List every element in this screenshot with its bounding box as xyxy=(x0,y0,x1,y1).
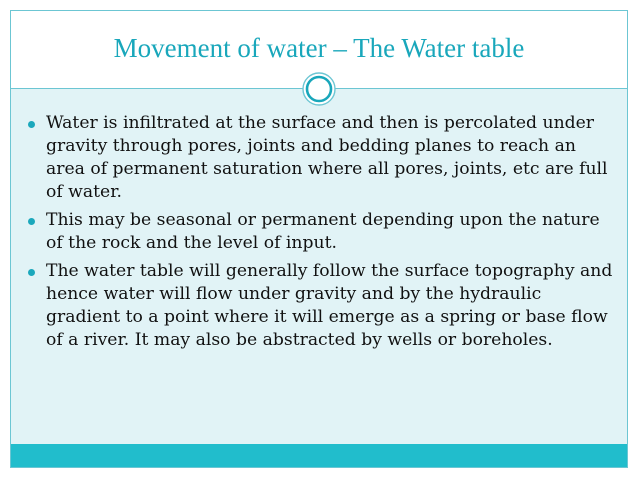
bullet-item xyxy=(28,260,613,352)
bullet-dot-icon xyxy=(28,121,35,128)
bullet-text: This may be seasonal or permanent depending upon the nature of the rock and the level of input. xyxy=(46,210,600,253)
bullet-dot-icon xyxy=(28,218,35,225)
bullet-list xyxy=(28,112,613,357)
bullet-dot-icon xyxy=(28,269,35,276)
slide-title: Movement of water – The Water table xyxy=(113,33,525,63)
bottom-accent-band xyxy=(11,444,627,467)
bullet-item xyxy=(28,112,613,204)
concentric-circle-ornament-icon xyxy=(302,72,336,106)
bullet-text: The water table will generally follow the surface topography and hence water will flow under gravity and by the hydraulic gradient to a point where it will emerge as a spring or base flow of a river. It may also be abstracted by wells or boreholes. xyxy=(46,261,613,350)
bullet-text: Water is infiltrated at the surface and then is percolated under gravity through pores, joints and bedding planes to reach an area of permanent saturation where all pores, joints, etc are full of water. xyxy=(46,113,608,202)
bullet-item xyxy=(28,209,613,255)
